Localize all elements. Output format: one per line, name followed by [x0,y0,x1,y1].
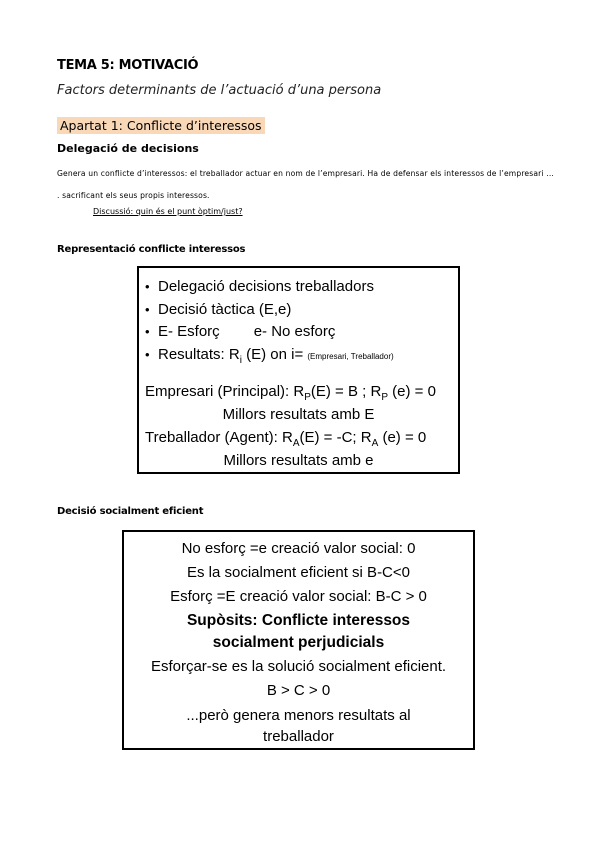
box2-line: ...però genera menors resultats al [186,707,411,724]
box2-line: B > C > 0 [266,682,331,699]
empresari-line: Empresari (Principal): $R_P(E) = B$ ; $R_P$ (e) = 0 [145,383,436,403]
bullet-dot-icon: • [145,346,150,362]
decisio-heading: Decisió socialment eficient [57,506,204,517]
efficiency-slide-box [122,530,475,750]
bullet-dot-icon: • [145,279,150,294]
treballador-result: Millors resultats amb e [223,452,374,469]
box2-line: Es la socialment eficient si B-C<0 [186,564,410,581]
section-heading: Apartat 1: Conflicte d’interessos [57,117,265,134]
box2-bold-line: Supòsits: Conflicte interessos [186,612,411,629]
conflict-bullet-list [145,276,394,372]
box2-line: treballador [263,728,334,745]
bullet-item: • Decisió tàctica (E,e) [145,299,394,322]
bullet-item: • E- Esforç e- No esforç [145,321,394,344]
bullet-dot-icon: • [145,324,150,339]
empresari-result: Millors resultats amb E [222,406,375,423]
page-title: TEMA 5: MOTIVACIÓ [57,58,199,73]
conflict-slide-box [137,266,460,474]
bullet-item: • Delegació decisions treballadors [145,276,394,299]
box2-line: Esforçar-se es la solució socialment eficient. [150,658,447,675]
box2-bold-line: socialment perjudicials [212,634,385,651]
page-subtitle: Factors determinants de l’actuació d’una persona [57,83,382,98]
delegacio-heading: Delegació de decisions [57,142,199,155]
paragraph: Genera un conflicte d’interessos: el treballador actuar en nom de l’empresari. Ha de defensar els interessos de l’empresari ... . sacrificant els seus propis interessos. [57,169,554,200]
box2-line: Esforç =E creació valor social: B-C > 0 [170,588,427,605]
bullet-dot-icon: • [145,301,150,317]
representacio-heading: Representació conflicte interessos [57,244,246,255]
treballador-line: Treballador (Agent): $R_A(E) = -C$; $R_A$ (e) = 0 [145,429,427,449]
box2-line: No esforç =e creació valor social: 0 [181,540,416,557]
discussion-link: Discussió: quin és el punt òptim/just? [93,207,243,216]
bullet-item: • Resultats: $R_i$ (E) on i= (Empresari, Treballador) [145,345,394,366]
